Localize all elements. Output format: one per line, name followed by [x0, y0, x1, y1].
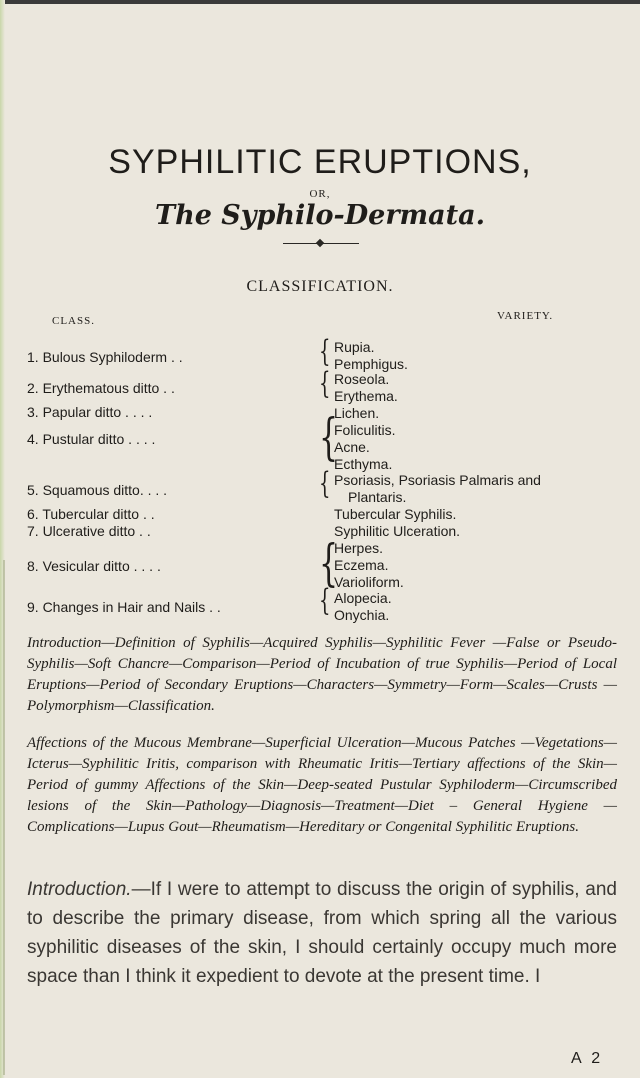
signature-mark: A 2 [571, 1050, 604, 1067]
title-conjunction: OR, [309, 188, 331, 200]
variety-item: Plantaris. [348, 489, 407, 505]
variety-item: Lichen. [334, 405, 380, 421]
variety-item: Syphilitic Ulceration. [334, 523, 461, 539]
class-row-9 [27, 599, 221, 615]
class-label: 6. Tubercular ditto . . [27, 506, 155, 522]
class-row-5 [27, 482, 167, 498]
variety-item: Alopecia. [334, 590, 392, 606]
paragraph-lead-in: Introduction. [27, 879, 132, 900]
chapter-synopsis-2: Affections of the Mucous Membrane—Superficial Ulceration—Mucous Patches —Vegetations—Icterus—Syphilitic Iritis, comparison with Rheumatic Iritis—Tertiary affections of the Skin—Period of gummy Affections of the Skin—Deep-seated Pustular Syphiloderm—Circumscribed lesions of the Skin—Pathology—Diagnosis—Treatment—Diet – General Hygiene —Complications—Lupus Gout—Rheumatism—Hereditary or Congenital Syphilitic Eruptions. [27, 735, 617, 835]
variety-item: Psoriasis, Psoriasis Palmaris and [334, 472, 541, 488]
class-row-6 [27, 506, 155, 522]
variety-item: Herpes. [334, 540, 384, 556]
class-label: 3. Papular ditto . . . . [27, 404, 153, 420]
variety-item: Eczema. [334, 557, 389, 573]
class-row-4 [27, 431, 155, 447]
class-row-8 [27, 558, 161, 574]
class-label: 7. Ulcerative ditto . . [27, 523, 151, 539]
class-label: 1. Bulous Syphiloderm . . [27, 349, 183, 365]
diamond-icon [316, 239, 324, 247]
variety-item: Foliculitis. [334, 422, 396, 438]
chapter-synopsis-1: Introduction—Definition of Syphilis—Acquired Syphilis—Syphilitic Fever —False or Pseudo-Syphilis—Soft Chancre—Comparison—Period of Incubation of true Syphilis—Period of Local Eruptions—Period of Secondary Eruptions—Characters—Symmetry—Form—Scales—Crusts —Polymorphism—Classification. [27, 635, 617, 714]
brace-icon: { [319, 534, 339, 592]
class-row-2 [27, 380, 175, 396]
class-column-heading: CLASS. [52, 315, 95, 327]
class-row-1 [27, 349, 183, 365]
class-label: 9. Changes in Hair and Nails . . [27, 599, 221, 615]
variety-item: Rupia. [334, 339, 375, 355]
variety-item: Ecthyma. [334, 456, 393, 472]
brace-icon: { [319, 408, 339, 466]
class-label: 5. Squamous ditto. . . . [27, 482, 168, 498]
page-top-edge [0, 0, 640, 4]
class-label: 8. Vesicular ditto . . . . [27, 558, 161, 574]
class-label: 2. Erythematous ditto . . [27, 380, 175, 396]
variety-column-heading: VARIETY. [497, 310, 554, 322]
class-label: 4. Pustular ditto . . . . [27, 431, 156, 447]
gutter-shadow [3, 560, 5, 1075]
variety-item: Roseola. [334, 371, 390, 387]
class-row-7 [27, 523, 151, 539]
variety-item: Pemphigus. [334, 356, 408, 372]
brace-icon: { [319, 466, 331, 501]
variety-item: Acne. [334, 439, 370, 455]
body-paragraph [27, 875, 617, 991]
ornament-divider [283, 238, 359, 250]
brace-icon: { [319, 334, 331, 369]
variety-item: Tubercular Syphilis. [334, 506, 457, 522]
classification-heading: CLASSIFICATION. [246, 278, 394, 295]
brace-icon: { [319, 583, 331, 618]
class-row-3 [27, 404, 152, 420]
chapter-title: SYPHILITIC ERUPTIONS, [108, 143, 532, 181]
paragraph-text: —If I were to attempt to discuss the origin of syphilis, and to describe the primary disease, from which spring all the various syphilitic diseases of the skin, I should certainly occupy much more space than I think it expedient to devote at the present time. I [27, 879, 617, 987]
chapter-subtitle: The Syphilo-Dermata. [155, 200, 485, 231]
brace-icon: { [319, 366, 331, 401]
variety-item: Onychia. [334, 607, 390, 623]
variety-item: Varioliform. [334, 574, 404, 590]
variety-item: Erythema. [334, 388, 398, 404]
